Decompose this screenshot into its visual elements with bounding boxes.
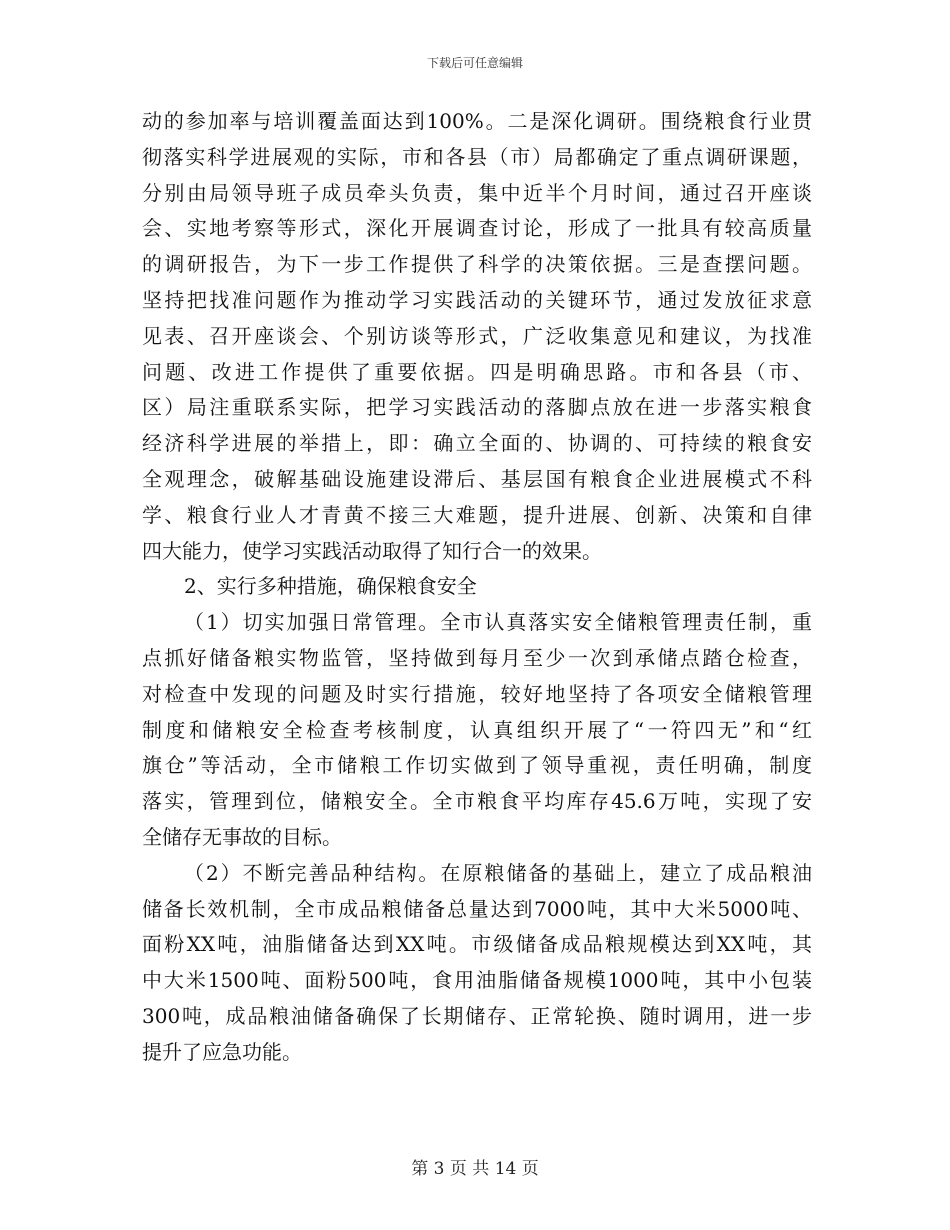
text-line: 区）局注重联系实际，把学习实践活动的落脚点放在进一步落实粮食	[142, 395, 812, 420]
text-line: 提升了应急功能。	[142, 1039, 302, 1064]
text-line: 点抓好储备粮实物监管，坚持做到每月至少一次到承储点踏仓检查，	[142, 645, 812, 670]
text-line: 的调研报告，为下一步工作提供了科学的决策依据。三是查摆问题。	[142, 252, 812, 277]
text-line: 300吨，成品粮油储备确保了长期储存、正常轮换、随时调用，进一步	[142, 1003, 812, 1028]
text-line: 面粉XX吨，油脂储备达到XX吨。市级储备成品粮规模达到XX吨，其	[142, 932, 812, 957]
text-line: 全储存无事故的目标。	[142, 824, 342, 849]
page-footer: 第 3 页 共 14 页	[411, 1159, 539, 1179]
text-line: 储备长效机制，全市成品粮储备总量达到7000吨，其中大米5000吨、	[142, 896, 812, 921]
text-line: （1）切实加强日常管理。全市认真落实安全储粮管理责任制，重	[184, 610, 812, 635]
text-line: 对检查中发现的问题及时实行措施，较好地坚持了各项安全储粮管理	[142, 681, 812, 706]
text-line: 会、实地考察等形式，深化开展调查讨论，形成了一批具有较高质量	[142, 216, 812, 241]
text-line: 分别由局领导班子成员牵头负责，集中近半个月时间，通过召开座谈	[142, 180, 812, 205]
text-line: 彻落实科学进展观的实际，市和各县（市）局都确定了重点调研课题，	[142, 144, 812, 169]
page-header: 下载后可任意编辑	[426, 56, 523, 70]
text-line: （2）不断完善品种结构。在原粮储备的基础上，建立了成品粮油	[184, 860, 812, 885]
text-line: 四大能力，使学习实践活动取得了知行合一的效果。	[142, 538, 602, 563]
text-line: 问题、改进工作提供了重要依据。四是明确思路。市和各县（市、	[142, 359, 812, 384]
text-line: 旗仓”等活动，全市储粮工作切实做到了领导重视，责任明确，制度	[142, 753, 812, 778]
text-line: 制度和储粮安全检查考核制度，认真组织开展了“一符四无”和“红	[142, 717, 812, 742]
text-line: 经济科学进展的举措上，即：确立全面的、协调的、可持续的粮食安	[142, 431, 812, 456]
paragraph-1	[142, 104, 812, 569]
text-line: 全观理念，破解基础设施建设滞后、基层国有粮食企业进展模式不科	[142, 466, 812, 491]
text-line: 落实，管理到位，储粮安全。全市粮食平均库存45.6万吨，实现了安	[142, 789, 812, 814]
text-line: 学、粮食行业人才青黄不接三大难题，提升进展、创新、决策和自律	[142, 502, 812, 527]
document-body	[142, 104, 812, 1071]
paragraph-2	[142, 605, 812, 856]
text-line: 动的参加率与培训覆盖面达到100%。二是深化调研。围绕粮食行业贯	[142, 109, 812, 133]
section-heading: 2、实行多种措施，确保粮食安全	[184, 574, 477, 599]
text-line: 见表、召开座谈会、个别访谈等形式，广泛收集意见和建议，为找准	[142, 323, 812, 348]
paragraph-3	[142, 856, 812, 1071]
text-line: 坚持把找准问题作为推动学习实践活动的关键环节，通过发放征求意	[142, 287, 812, 312]
text-line: 中大米1500吨、面粉500吨，食用油脂储备规模1000吨，其中小包装	[142, 968, 812, 993]
